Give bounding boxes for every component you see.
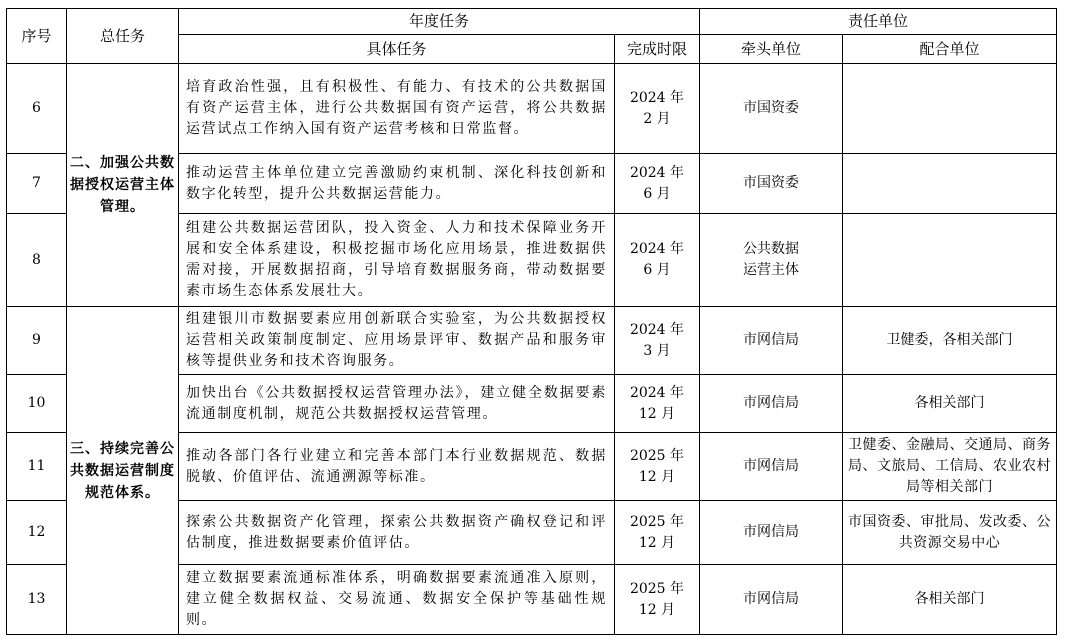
table-row xyxy=(7,307,1057,375)
coop-unit-cell: 卫健委、金融局、交通局、商务局、文旅局、工信局、农业农村局等相关部门 xyxy=(843,433,1057,501)
task-table xyxy=(6,8,1057,635)
seq-cell: 7 xyxy=(7,154,67,214)
coop-unit-cell: 各相关部门 xyxy=(843,565,1057,635)
header-specific-task: 具体任务 xyxy=(179,35,615,64)
lead-unit-cell: 市网信局 xyxy=(700,501,843,565)
lead-unit-cell: 市网信局 xyxy=(700,307,843,375)
task-cell: 培育政治性强，且有积极性、有能力、有技术的公共数据国有资产运营主体，进行公共数据国有资产运营，将公共数据运营试点工作纳入国有资产运营考核和日常监督。 xyxy=(179,64,615,154)
coop-unit-cell xyxy=(843,154,1057,214)
task-cell: 推动各部门各行业建立和完善本部门本行业数据规范、数据脱敏、价值评估、流通溯源等标准。 xyxy=(179,433,615,501)
deadline-cell: 2024 年 6 月 xyxy=(615,214,700,307)
task-cell: 探索公共数据资产化管理，探索公共数据资产确权登记和评估制度，推进数据要素价值评估。 xyxy=(179,501,615,565)
seq-cell: 13 xyxy=(7,565,67,635)
task-cell: 推动运营主体单位建立完善激励约束机制、深化科技创新和数字化转型，提升公共数据运营能力。 xyxy=(179,154,615,214)
header-coop-unit: 配合单位 xyxy=(843,35,1057,64)
lead-unit-cell: 市网信局 xyxy=(700,565,843,635)
header-deadline: 完成时限 xyxy=(615,35,700,64)
deadline-cell: 2024 年 12 月 xyxy=(615,375,700,433)
lead-unit-cell: 市网信局 xyxy=(700,375,843,433)
deadline-cell: 2025 年 12 月 xyxy=(615,501,700,565)
task-cell: 组建银川市数据要素应用创新联合实验室，为公共数据授权运营相关政策制度制定、应用场景评审、数据产品和服务审核等提供业务和技术咨询服务。 xyxy=(179,307,615,375)
task-cell: 加快出台《公共数据授权运营管理办法》，建立健全数据要素流通制度机制，规范公共数据授权运营管理。 xyxy=(179,375,615,433)
lead-unit-cell: 公共数据 运营主体 xyxy=(700,214,843,307)
seq-cell: 8 xyxy=(7,214,67,307)
header-seq: 序号 xyxy=(7,9,67,64)
task-cell: 组建公共数据运营团队，投入资金、人力和技术保障业务开展和安全体系建设，积极挖掘市场化应用场景，推进数据供需对接，开展数据招商，引导培育数据服务商，带动数据要素市场生态体系发展壮大。 xyxy=(179,214,615,307)
seq-cell: 9 xyxy=(7,307,67,375)
lead-unit-cell: 市网信局 xyxy=(700,433,843,501)
main-task-cell: 三、持续完善公共数据运营制度规范体系。 xyxy=(67,307,179,635)
deadline-cell: 2024 年 6 月 xyxy=(615,154,700,214)
header-main-task: 总任务 xyxy=(67,9,179,64)
seq-cell: 11 xyxy=(7,433,67,501)
coop-unit-cell xyxy=(843,214,1057,307)
deadline-cell: 2024 年 2 月 xyxy=(615,64,700,154)
table-row xyxy=(7,64,1057,154)
deadline-cell: 2024 年 3 月 xyxy=(615,307,700,375)
coop-unit-cell: 各相关部门 xyxy=(843,375,1057,433)
coop-unit-cell: 市国资委、审批局、发改委、公共资源交易中心 xyxy=(843,501,1057,565)
lead-unit-cell: 市国资委 xyxy=(700,64,843,154)
header-responsible-unit: 责任单位 xyxy=(700,9,1057,35)
main-task-cell: 二、加强公共数据授权运营主体管理。 xyxy=(67,64,179,307)
deadline-cell: 2025 年 12 月 xyxy=(615,565,700,635)
seq-cell: 10 xyxy=(7,375,67,433)
header-lead-unit: 牵头单位 xyxy=(700,35,843,64)
task-cell: 建立数据要素流通标准体系，明确数据要素流通准入原则，建立健全数据权益、交易流通、数据安全保护等基础性规则。 xyxy=(179,565,615,635)
coop-unit-cell: 卫健委，各相关部门 xyxy=(843,307,1057,375)
deadline-cell: 2025 年 12 月 xyxy=(615,433,700,501)
coop-unit-cell xyxy=(843,64,1057,154)
header-annual-task: 年度任务 xyxy=(179,9,700,35)
seq-cell: 12 xyxy=(7,501,67,565)
lead-unit-cell: 市国资委 xyxy=(700,154,843,214)
seq-cell: 6 xyxy=(7,64,67,154)
